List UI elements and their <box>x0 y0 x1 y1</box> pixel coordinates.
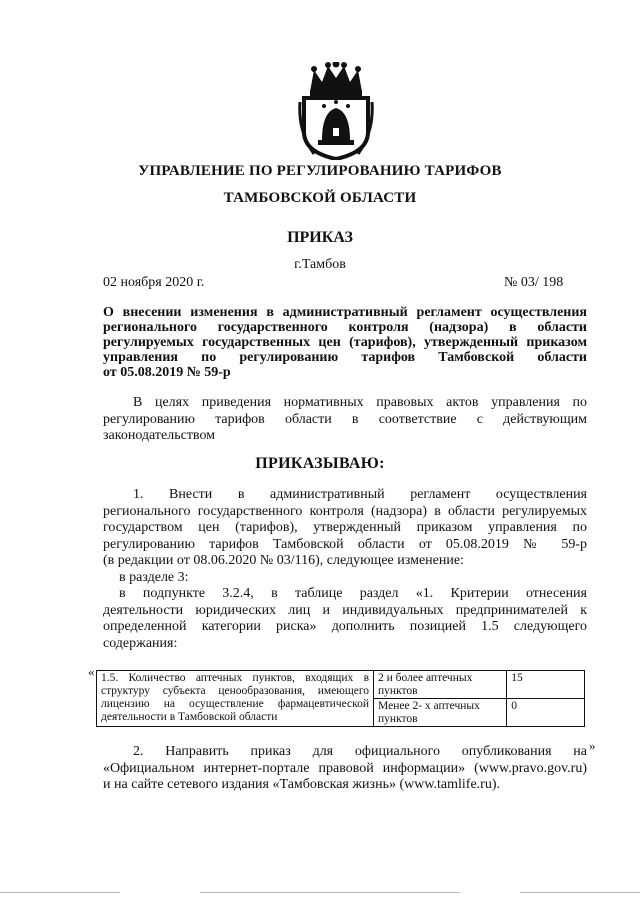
item-line: в разделе 3: <box>119 569 189 585</box>
city: г.Тамбов <box>294 257 346 272</box>
scan-artifact-line <box>520 892 640 893</box>
order-date: 02 ноября 2020 г. <box>103 275 205 290</box>
item-line: государством цен (тарифов), утвержденный приказом управления по <box>103 520 587 535</box>
subject-line: регионального государственного контроля (надзора) в области <box>103 320 587 335</box>
item-line: «Официальном интернет-портале правовой информации» (www.pravo.gov.ru) <box>103 760 587 776</box>
preamble <box>103 395 587 445</box>
item-line: 2. Направить приказ для официального опубликования на <box>133 744 587 759</box>
criteria-table <box>96 670 585 727</box>
subject-line: регулируемых государственных цен (тарифов), утвержденный приказом <box>103 335 587 350</box>
order-number: № 03/ 198 <box>504 275 564 290</box>
table-quote-close: » <box>589 738 596 753</box>
preamble-line: законодательством <box>103 428 216 443</box>
item-line: 1. Внести в административный регламент осуществления <box>133 487 587 502</box>
item-line: и на сайте сетевого издания «Тамбовская жизнь» (www.tamlife.ru). <box>103 777 501 792</box>
scan-artifact-line <box>0 892 120 893</box>
table-row <box>97 671 585 699</box>
subject-line: от 05.08.2019 № 59-р <box>103 365 231 380</box>
preamble-line: регулированию тарифов области в соответствие с действующим <box>103 411 587 427</box>
table-quote-open: « <box>88 664 95 679</box>
condition-cell: 2 и более аптечных пунктов <box>374 671 507 699</box>
item-2 <box>103 744 587 794</box>
score-cell: 0 <box>507 699 585 727</box>
organization-name-line1: УПРАВЛЕНИЕ ПО РЕГУЛИРОВАНИЮ ТАРИФОВ <box>138 163 502 179</box>
preamble-line: В целях приведения нормативных правовых актов управления по <box>133 395 587 410</box>
organization-name-line2: ТАМБОВСКОЙ ОБЛАСТИ <box>223 190 417 206</box>
document-type-title: ПРИКАЗ <box>287 229 353 246</box>
tambov-coat-of-arms-icon <box>296 62 376 160</box>
item-line: определенной категории риска» дополнить позицией 1.5 следующего <box>103 619 587 634</box>
item-1 <box>103 487 587 652</box>
item-line: (в редакции от 08.06.2020 № 03/116), следующее изменение: <box>103 553 464 568</box>
item-line: в подпункте 3.2.4, в таблице раздел «1. Критерии отнесения <box>119 586 587 601</box>
item-line: содержания: <box>103 635 178 651</box>
item-line: регулированию тарифов Тамбовской области от 05.08.2019 № 59-р <box>103 536 587 552</box>
score-cell: 15 <box>507 671 585 699</box>
scan-artifact-line <box>200 892 460 893</box>
condition-cell: Менее 2- х аптечных пунктов <box>374 699 507 727</box>
criterion-cell: 1.5. Количество аптечных пунктов, входящих в структуру субъекта ценообразования, имеющего лицензию на осуществление фармацевтической деятельности в Тамбовской области <box>97 671 374 727</box>
order-subject <box>103 305 587 380</box>
item-line: регионального государственного контроля (надзора) в области регулируемых <box>103 503 587 519</box>
decree-heading: ПРИКАЗЫВАЮ: <box>255 455 385 472</box>
item-line: деятельности юридических лиц и индивидуальных предпринимателей к <box>103 602 587 618</box>
subject-line: О внесении изменения в административный регламент осуществления <box>103 305 587 320</box>
subject-line: управления по регулированию тарифов Тамбовской области <box>103 350 587 365</box>
